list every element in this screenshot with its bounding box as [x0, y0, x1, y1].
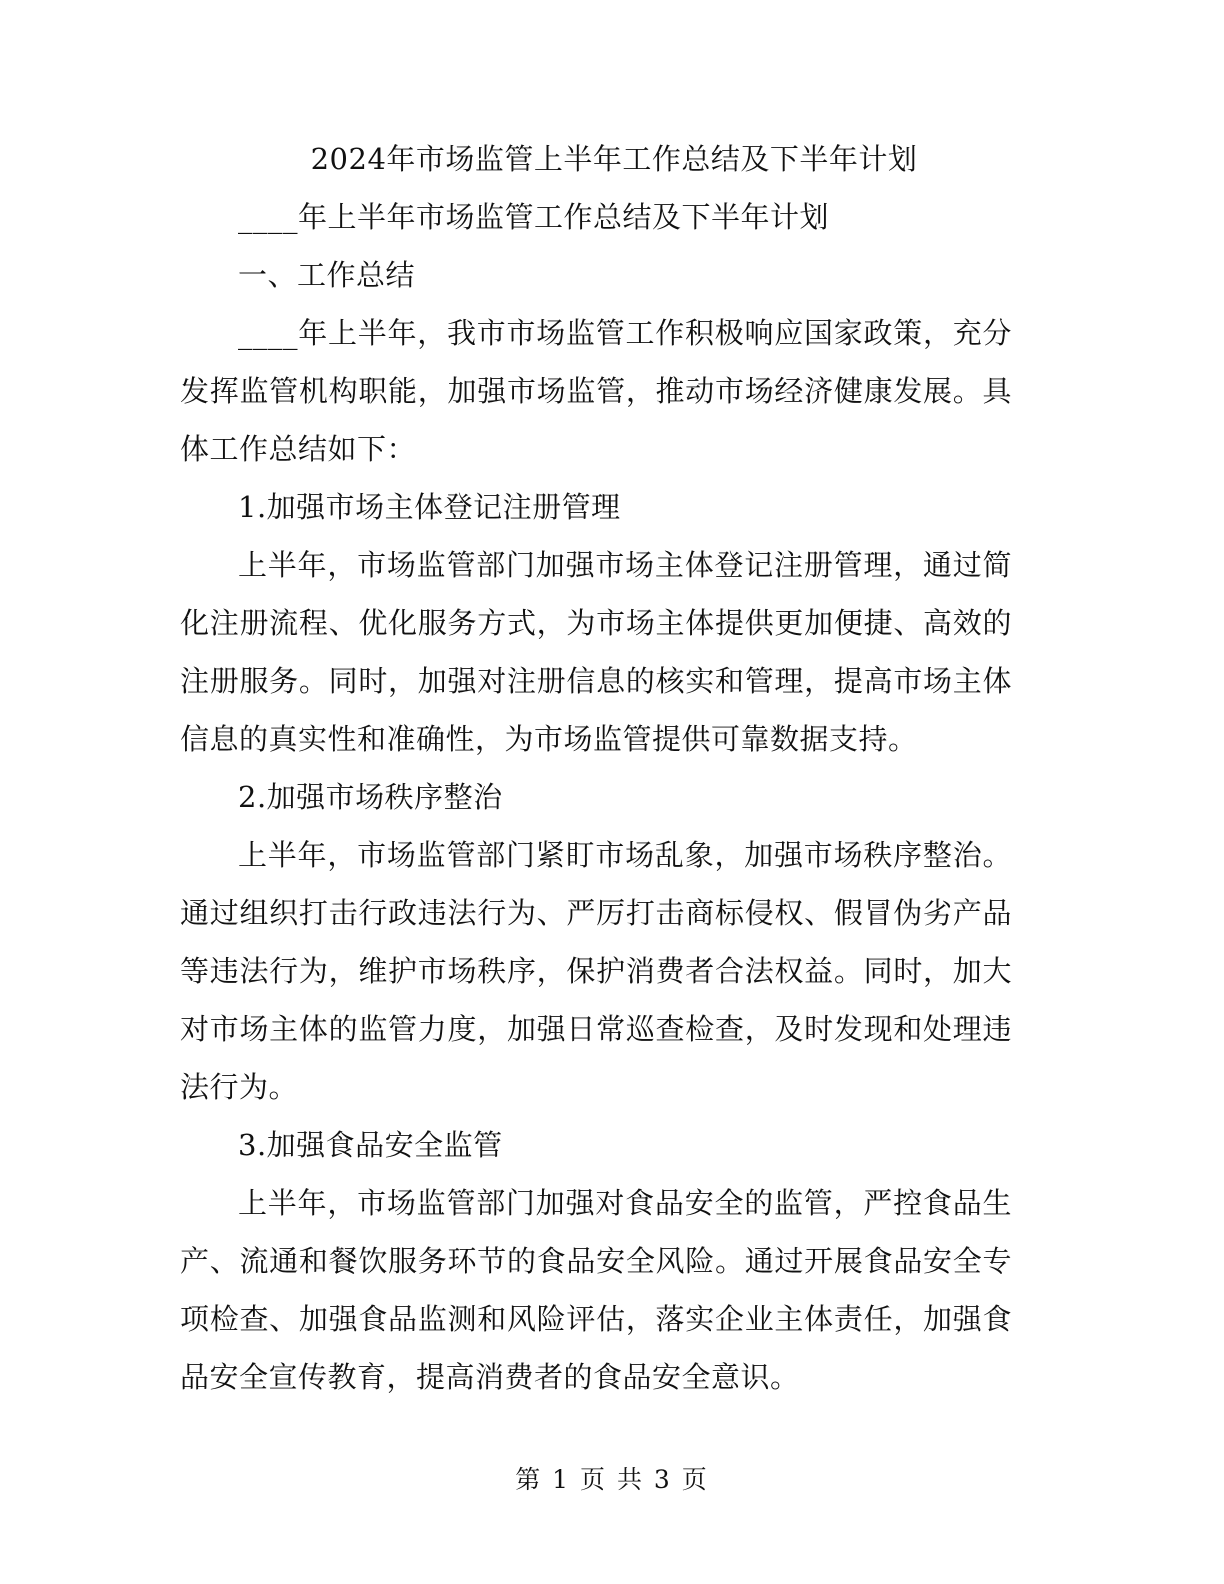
subtitle-line: ____年上半年市场监管工作总结及下半年计划	[238, 200, 830, 234]
item-heading-food-safety: 3.加强食品安全监管	[238, 1128, 503, 1162]
page-footer: 第 1 页 共 3 页	[515, 1465, 709, 1494]
item-heading-registration: 1.加强市场主体登记注册管理	[238, 490, 621, 524]
item-heading-market-order: 2.加强市场秩序整治	[238, 780, 503, 814]
section-heading-summary: 一、工作总结	[238, 258, 416, 292]
document-title: 2024年市场监管上半年工作总结及下半年计划	[310, 142, 918, 176]
item-body-food-safety: 上半年，市场监管部门加强对食品安全的监管，严控食品生产、流通和餐饮服务环节的食品安全风险。通过开展食品安全专项检查、加强食品监测和风险评估，落实企业主体责任，加强食品安全宣传教育，提高消费者的食品安全意识。	[180, 1186, 1012, 1394]
intro-paragraph: ____年上半年，我市市场监管工作积极响应国家政策，充分发挥监管机构职能，加强市场监管，推动市场经济健康发展。具体工作总结如下：	[180, 316, 1012, 466]
item-body-market-order: 上半年，市场监管部门紧盯市场乱象，加强市场秩序整治。通过组织打击行政违法行为、严厉打击商标侵权、假冒伪劣产品等违法行为，维护市场秩序，保护消费者合法权益。同时，加大对市场主体的监管力度，加强日常巡查检查，及时发现和处理违法行为。	[180, 838, 1012, 1104]
item-body-registration: 上半年，市场监管部门加强市场主体登记注册管理，通过简化注册流程、优化服务方式，为市场主体提供更加便捷、高效的注册服务。同时，加强对注册信息的核实和管理，提高市场主体信息的真实性和准确性，为市场监管提供可靠数据支持。	[180, 548, 1012, 756]
document-body	[180, 130, 1012, 1406]
